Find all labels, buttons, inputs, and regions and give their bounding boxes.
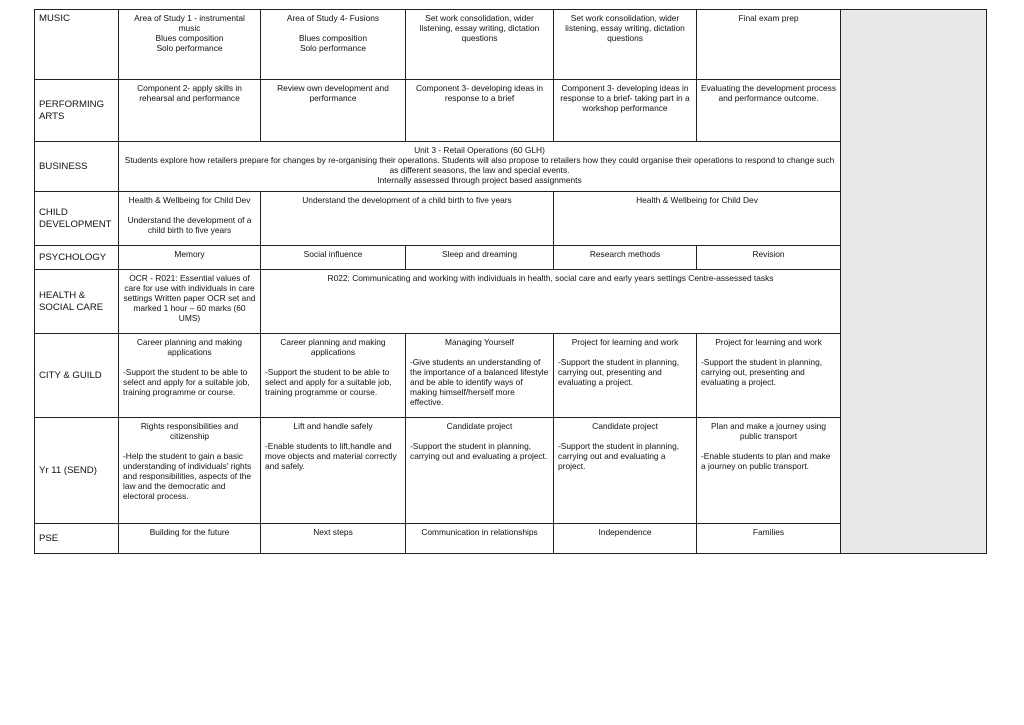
cell-body: -Support the student to be able to select and apply for a suitable job, training programme or course. (265, 367, 392, 398)
cell-title: Project for learning and work (571, 337, 679, 347)
cell-title: Project for learning and work (715, 337, 822, 347)
cell-music-4: Set work consolidation, wider listening, essay writing, dictation questions (554, 10, 697, 80)
cell-performing-arts-1: Component 2- apply skills in rehearsal and performance (119, 80, 261, 142)
subject-label-child-development: CHILD DEVELOPMENT (35, 192, 119, 246)
cell-health-social-care-merged: R022: Communicating and working with individuals in health, social care and early years settings Centre-assessed tasks (261, 270, 841, 334)
cell-title: Lift and handle safely (293, 421, 373, 431)
cell-body: -Support the student in planning, carrying out and evaluating a project. (410, 441, 548, 462)
cell-music-2: Area of Study 4- Fusions Blues composition Solo performance (261, 10, 406, 80)
cell-body: -Enable students to plan and make a journey on public transport. (701, 451, 831, 472)
cell-pse-5: Families (697, 524, 841, 554)
cell-city-guild-2 (261, 334, 406, 418)
cell-title: Rights responsibilities and citizenship (140, 421, 239, 442)
cell-yr11-send-3 (406, 418, 554, 524)
cell-performing-arts-5: Evaluating the development process and performance outcome. (697, 80, 841, 142)
cell-music-1: Area of Study 1 - instrumental music Blues composition Solo performance (119, 10, 261, 80)
cell-body: -Enable students to lift,handle and move objects and material correctly and safely. (265, 441, 397, 472)
cell-pse-3: Communication in relationships (406, 524, 554, 554)
cell-business-merged: Unit 3 - Retail Operations (60 GLH) Students explore how retailers prepare for changes by re-organising their operations. Students will also propose to retailers how they could organise their operations to respond to change such as different seasons, the law and special events. Internally assessed through project based assignments (119, 142, 841, 192)
cell-body: -Support the student in planning, carrying out and evaluating a project. (558, 441, 680, 472)
table-row-music (35, 10, 987, 80)
cell-title: Candidate project (446, 421, 513, 431)
cell-pse-1: Building for the future (119, 524, 261, 554)
cell-psychology-4: Research methods (554, 246, 697, 270)
cell-body: -Support the student in planning, carrying out, presenting and evaluating a project. (701, 357, 823, 388)
subject-label-business: BUSINESS (35, 142, 119, 192)
subject-label-performing-arts: PERFORMING ARTS (35, 80, 119, 142)
cell-yr11-send-5 (697, 418, 841, 524)
cell-psychology-3: Sleep and dreaming (406, 246, 554, 270)
cell-title: Candidate project (592, 421, 658, 431)
cell-yr11-send-1 (119, 418, 261, 524)
cell-health-social-care-1: OCR - R021: Essential values of care for use with individuals in care settings Written paper OCR set and marked 1 hour – 60 marks (60 UMS) (119, 270, 261, 334)
cell-title: Career planning and making applications (280, 337, 386, 358)
cell-body: -Help the student to gain a basic understanding of individuals' rights and responsibilities, aspects of the law and the democratic and electoral process. (123, 451, 252, 502)
cell-city-guild-4 (554, 334, 697, 418)
cell-city-guild-5 (697, 334, 841, 418)
subject-label-music: MUSIC (35, 10, 119, 80)
cell-child-development-3: Health & Wellbeing for Child Dev (554, 192, 841, 246)
cell-title: Career planning and making applications (136, 337, 243, 358)
cell-pse-4: Independence (554, 524, 697, 554)
cell-yr11-send-4 (554, 418, 697, 524)
subject-label-pse: PSE (35, 524, 119, 554)
cell-music-3: Set work consolidation, wider listening, essay writing, dictation questions (406, 10, 554, 80)
curriculum-table (34, 9, 987, 554)
cell-psychology-1: Memory (119, 246, 261, 270)
subject-label-psychology: PSYCHOLOGY (35, 246, 119, 270)
cell-performing-arts-3: Component 3- developing ideas in response to a brief (406, 80, 554, 142)
cell-performing-arts-4: Component 3- developing ideas in response to a brief- taking part in a workshop performance (554, 80, 697, 142)
cell-child-development-2: Understand the development of a child birth to five years (261, 192, 554, 246)
cell-performing-arts-2: Review own development and performance (261, 80, 406, 142)
cell-psychology-2: Social influence (261, 246, 406, 270)
grey-empty-column (841, 10, 987, 554)
cell-music-5: Final exam prep (697, 10, 841, 80)
cell-city-guild-1 (119, 334, 261, 418)
cell-pse-2: Next steps (261, 524, 406, 554)
subject-label-health-social-care: HEALTH & SOCIAL CARE (35, 270, 119, 334)
subject-label-yr11-send: Yr 11 (SEND) (35, 418, 119, 524)
cell-child-development-1: Health & Wellbeing for Child Dev Understand the development of a child birth to five years (119, 192, 261, 246)
subject-label-city-guild: CITY & GUILD (35, 334, 119, 418)
cell-title: Managing Yourself (445, 337, 514, 347)
cell-body: -Give students an understanding of the importance of a balanced lifestyle and be able to identify ways of making himself/herself more effective. (410, 357, 549, 408)
cell-city-guild-3 (406, 334, 554, 418)
cell-body: -Support the student to be able to select and apply for a suitable job, training programme or course. (123, 367, 250, 398)
cell-body: -Support the student in planning, carrying out, presenting and evaluating a project. (558, 357, 680, 388)
cell-psychology-5: Revision (697, 246, 841, 270)
cell-title: Plan and make a journey using public transport (711, 421, 826, 442)
cell-yr11-send-2 (261, 418, 406, 524)
